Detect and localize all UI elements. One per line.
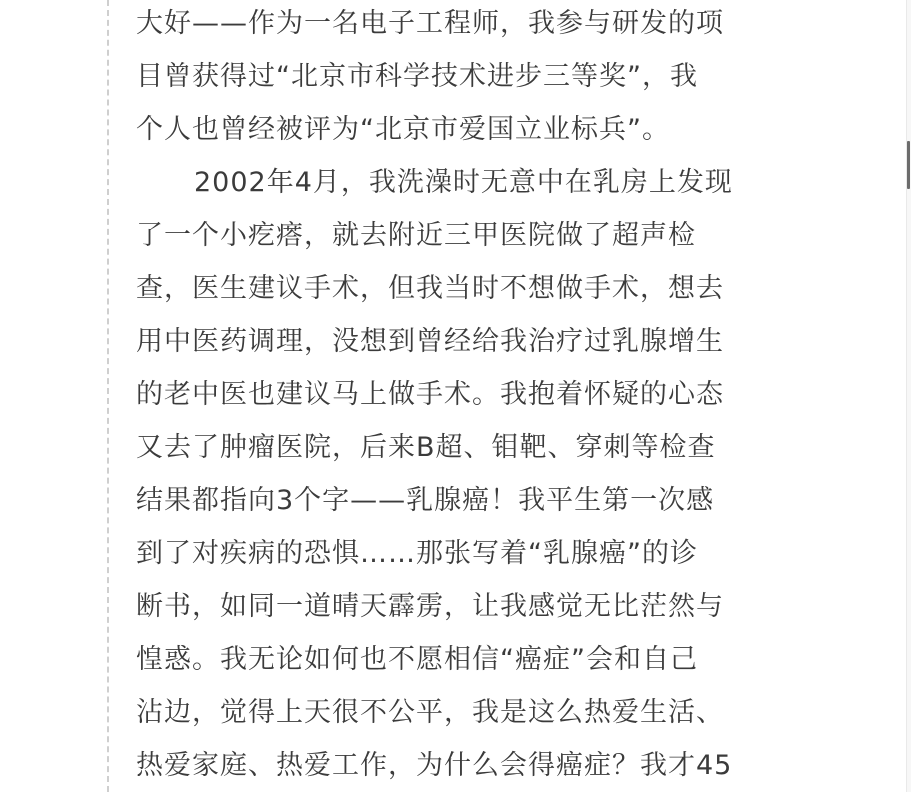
- text-line-2: 目曾获得过“北京市科学技术进步三等奖”，我: [136, 61, 698, 92]
- right-scroll-track[interactable]: [906, 0, 911, 792]
- text-line-11: 到了对疾病的恐惧……那张写着“乳腺癌”的诊: [136, 538, 698, 569]
- scroll-thumb[interactable]: [907, 141, 910, 189]
- text-line-6: 查，医生建议手术，但我当时不想做手术，想去: [136, 273, 724, 304]
- text-line-12: 断书，如同一道晴天霹雳，让我感觉无比茫然与: [136, 591, 724, 622]
- paragraph-start-line: 2002年4月，我洗澡时无意中在乳房上发现: [194, 167, 733, 198]
- text-line-9: 又去了肿瘤医院，后来B超、钼靶、穿刺等检查: [136, 432, 716, 463]
- text-line-8: 的老中医也建议马上做手术。我抱着怀疑的心态: [136, 379, 724, 410]
- text-line-5: 了一个小疙瘩，就去附近三甲医院做了超声检: [136, 220, 696, 251]
- text-line-10: 结果都指向3个字——乳腺癌！我平生第一次感: [136, 485, 715, 516]
- text-line-14: 沾边，觉得上天很不公平，我是这么热爱生活、: [136, 697, 724, 728]
- text-line-3: 个人也曾经被评为“北京市爱国立业标兵”。: [136, 114, 670, 145]
- dashed-margin-line: [107, 0, 109, 792]
- text-line-1: 大好——作为一名电子工程师，我参与研发的项: [136, 8, 724, 39]
- text-line-15: 热爱家庭、热爱工作，为什么会得癌症？我才45: [136, 750, 733, 781]
- text-line-7: 用中医药调理，没想到曾经给我治疗过乳腺增生: [136, 326, 724, 357]
- text-line-13: 惶惑。我无论如何也不愿相信“癌症”会和自己: [136, 644, 698, 675]
- left-margin: [0, 0, 107, 792]
